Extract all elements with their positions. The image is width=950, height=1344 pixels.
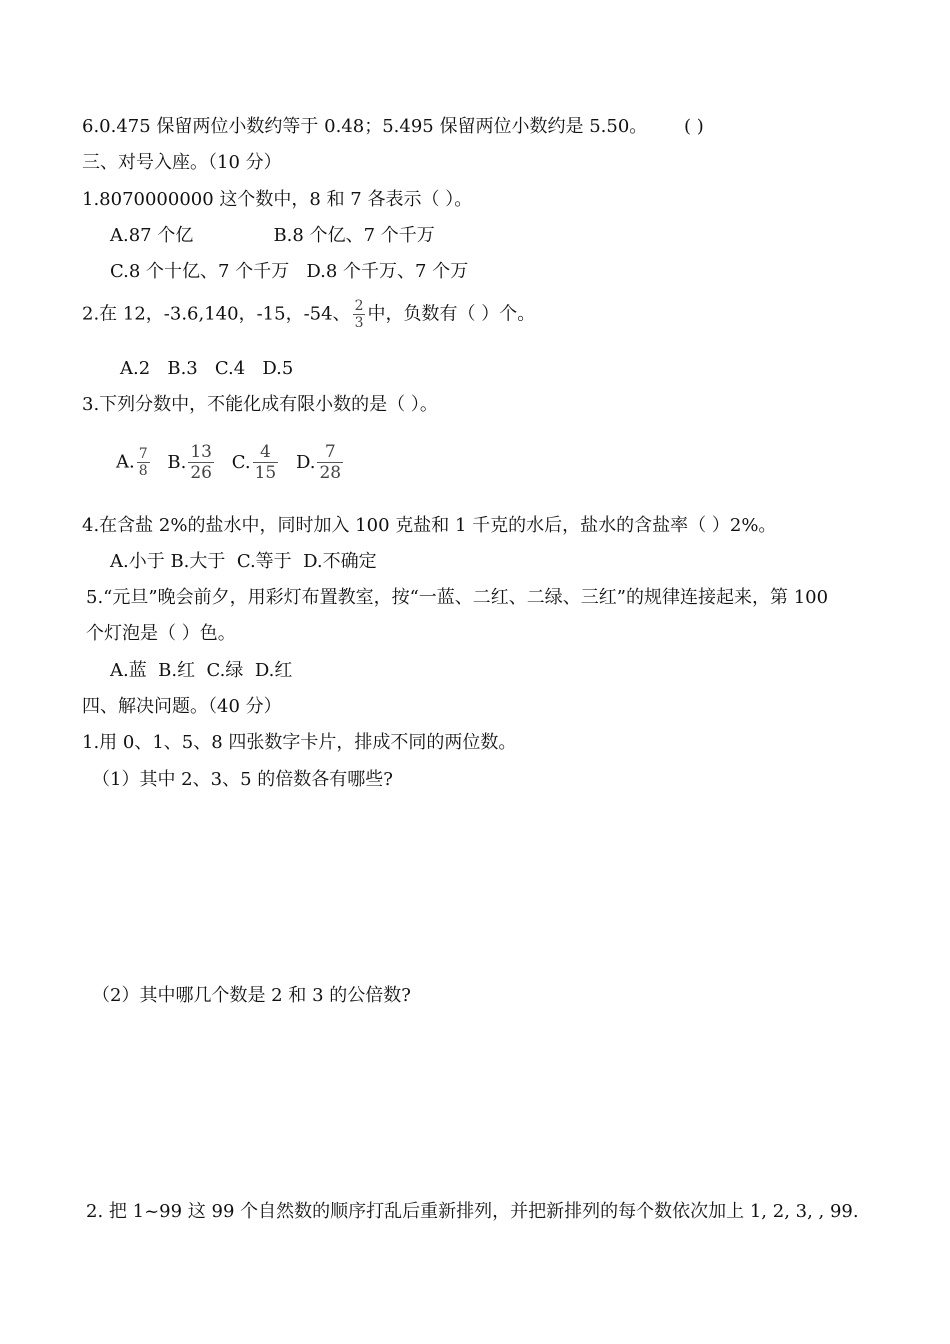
option-a-fraction bbox=[137, 446, 150, 479]
q3-4-text: 4.在含盐 2%的盐水中，同时加入 100 克盐和 1 千克的水后，盐水的含盐率（ ）2%。 bbox=[82, 515, 777, 536]
q3-2-fraction bbox=[353, 298, 366, 331]
section-4-heading: 四、解决问题。（40 分） bbox=[82, 696, 282, 717]
fraction-denominator: 3 bbox=[354, 315, 364, 331]
option-b-fraction bbox=[188, 442, 214, 483]
q6-answer-paren[interactable]: ( ) bbox=[684, 116, 704, 137]
p4-1-text: 1.用 0、1、5、8 四张数字卡片，排成不同的两位数。 bbox=[82, 732, 517, 753]
q3-4-options: A.小于 B.大于 C.等于 D.不确定 bbox=[110, 551, 377, 572]
fraction-numerator: 4 bbox=[259, 442, 271, 462]
q3-2-text-pre: 2.在 12，-3.6,140，-15，-54、 bbox=[82, 303, 351, 325]
fraction-numerator: 7 bbox=[138, 446, 148, 462]
p4-1-subq-1: （1）其中 2、3、5 的倍数各有哪些? bbox=[92, 769, 393, 790]
p4-2-text: 2. 把 1~99 这 99 个自然数的顺序打乱后重新排列，并把新排列的每个数依次加上 1, 2, 3, , 99. bbox=[86, 1201, 859, 1222]
fraction-denominator: 8 bbox=[138, 463, 148, 479]
q3-3-text: 3.下列分数中，不能化成有限小数的是（ ）。 bbox=[82, 394, 438, 415]
fraction-denominator: 26 bbox=[190, 463, 212, 483]
fraction-numerator: 13 bbox=[190, 442, 212, 462]
q3-2-text-post: 中，负数有（ ）个。 bbox=[367, 303, 536, 325]
option-a-label: A. bbox=[116, 451, 135, 473]
q6-text: 6.0.475 保留两位小数约等于 0.48；5.495 保留两位小数约是 5.50。 bbox=[82, 116, 648, 137]
q3-2-text bbox=[82, 298, 535, 331]
fraction-denominator: 15 bbox=[254, 463, 277, 483]
q3-1-options-cd: C.8 个十亿、7 个千万 D.8 个千万、7 个万 bbox=[110, 261, 469, 282]
q3-1-text: 1.8070000000 这个数中，8 和 7 各表示（ ）。 bbox=[82, 189, 473, 210]
p4-1-subq-2: （2）其中哪几个数是 2 和 3 的公倍数? bbox=[92, 985, 411, 1006]
q3-5-options: A.蓝 B.红 C.绿 D.红 bbox=[110, 660, 293, 681]
q3-5-text-line1: 5.“元旦”晚会前夕，用彩灯布置教室，按“一蓝、二红、二绿、三红”的规律连接起来，第 100 bbox=[86, 587, 829, 608]
section-3-heading: 三、对号入座。（10 分） bbox=[82, 152, 282, 173]
q3-5-text-line2: 个灯泡是（ ）色。 bbox=[86, 623, 236, 644]
q3-3-options bbox=[116, 442, 345, 483]
option-b-label: B. bbox=[167, 451, 187, 473]
option-d-label: D. bbox=[295, 451, 316, 473]
fraction-numerator: 2 bbox=[354, 298, 364, 314]
q3-2-options: A.2 B.3 C.4 D.5 bbox=[120, 358, 294, 379]
fraction-numerator: 7 bbox=[324, 442, 336, 462]
option-d-fraction bbox=[317, 442, 343, 483]
option-c-fraction bbox=[253, 442, 279, 483]
option-c-label: C. bbox=[231, 451, 251, 473]
q3-1-options-ab: A.87 个亿 B.8 个亿、7 个千万 bbox=[110, 225, 435, 246]
fraction-denominator: 28 bbox=[319, 463, 342, 483]
